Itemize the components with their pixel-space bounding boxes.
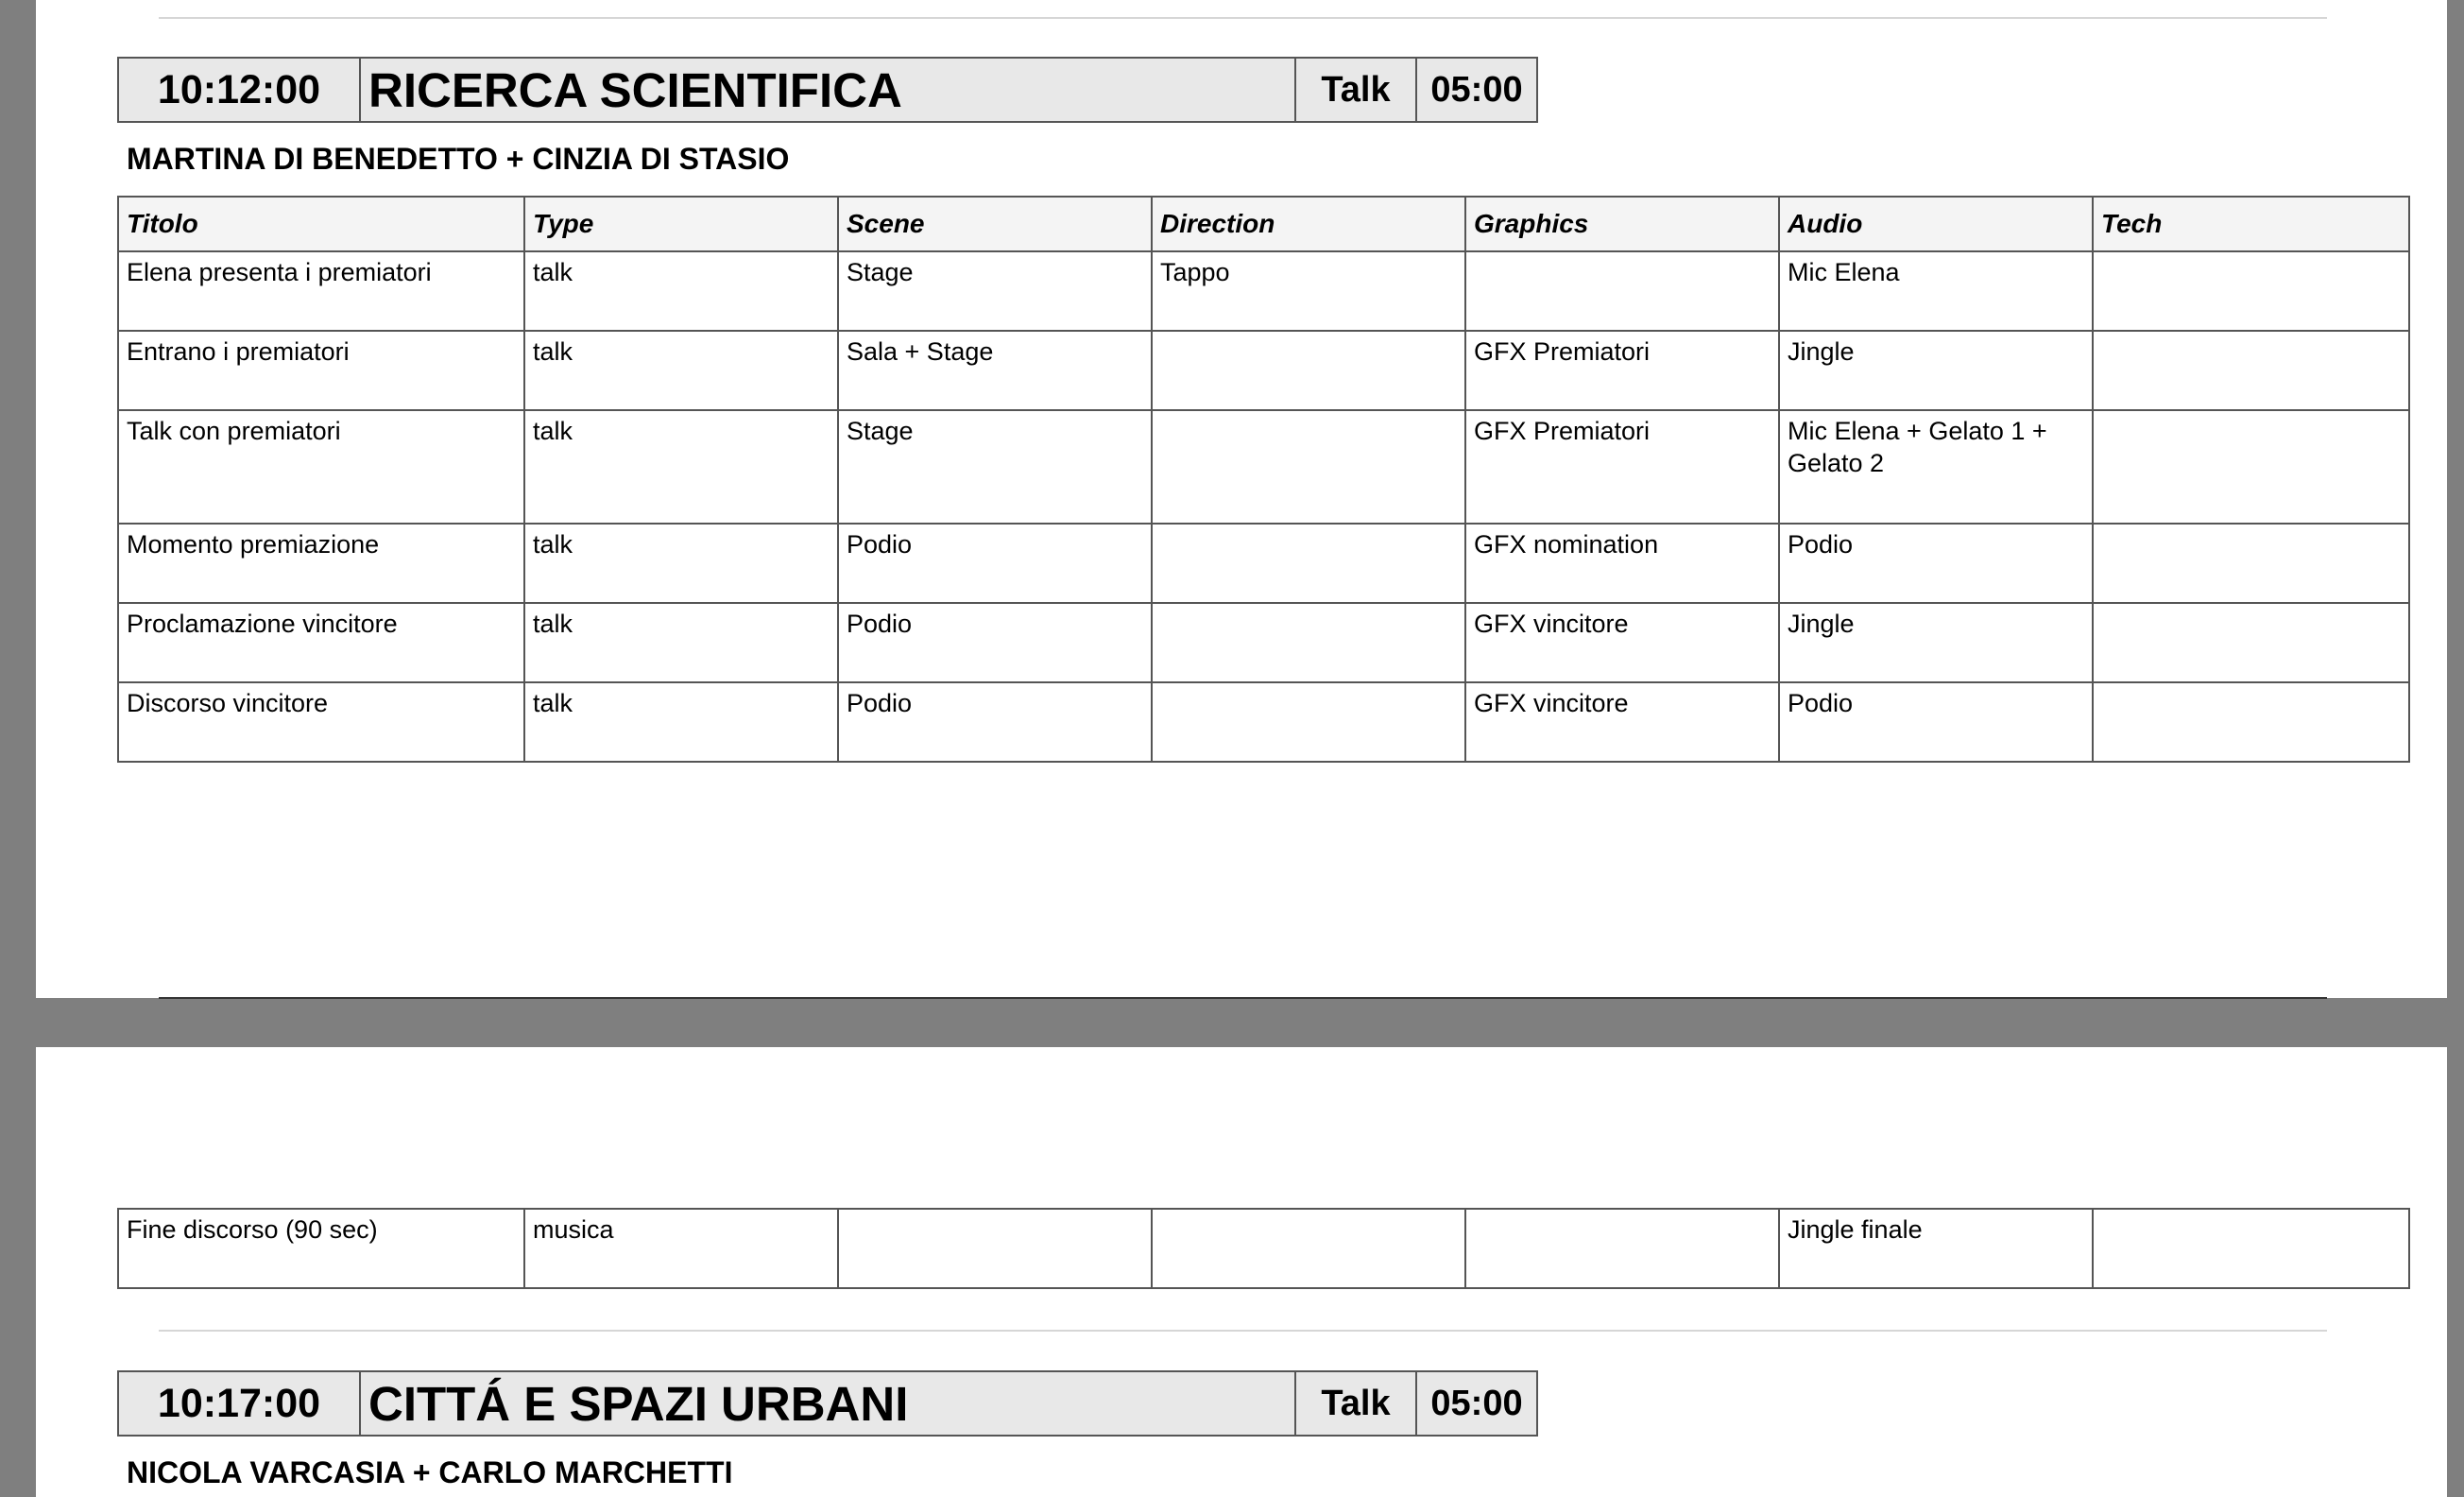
cell-audio[interactable]: Mic Elena + Gelato 1 + Gelato 2	[1779, 410, 2093, 524]
table-row[interactable]	[118, 410, 2409, 524]
cell-direction[interactable]	[1152, 524, 1465, 603]
rundown-table-continued	[117, 1208, 2410, 1289]
cell-tech[interactable]	[2093, 1209, 2409, 1288]
cell-titolo[interactable]: Fine discorso (90 sec)	[118, 1209, 524, 1288]
cell-tech[interactable]	[2093, 410, 2409, 524]
cell-graphics[interactable]: GFX nomination	[1465, 524, 1779, 603]
cell-tech[interactable]	[2093, 682, 2409, 762]
cell-tech[interactable]	[2093, 331, 2409, 410]
column-header-type[interactable]: Type	[524, 197, 838, 251]
table-row[interactable]	[118, 331, 2409, 410]
cell-direction[interactable]	[1152, 603, 1465, 682]
column-header-audio[interactable]: Audio	[1779, 197, 2093, 251]
table-row[interactable]	[118, 603, 2409, 682]
cell-tech[interactable]	[2093, 524, 2409, 603]
segment-guests: MARTINA DI BENEDETTO + CINZIA DI STASIO	[127, 142, 790, 176]
cell-audio[interactable]: Mic Elena	[1779, 251, 2093, 331]
cell-scene[interactable]: Sala + Stage	[838, 331, 1152, 410]
rundown-table	[117, 196, 2410, 763]
document-page-1	[36, 0, 2447, 998]
cell-type[interactable]: talk	[524, 603, 838, 682]
cell-graphics[interactable]: GFX Premiatori	[1465, 410, 1779, 524]
cell-type[interactable]: talk	[524, 524, 838, 603]
segment-guests: NICOLA VARCASIA + CARLO MARCHETTI	[127, 1455, 733, 1489]
cell-graphics[interactable]	[1465, 1209, 1779, 1288]
column-header-titolo[interactable]: Titolo	[118, 197, 524, 251]
cell-type[interactable]: talk	[524, 331, 838, 410]
cell-type[interactable]: musica	[524, 1209, 838, 1288]
cell-direction[interactable]	[1152, 331, 1465, 410]
cell-titolo[interactable]: Momento premiazione	[118, 524, 524, 603]
segment-title: RICERCA SCIENTIFICA	[361, 59, 1296, 121]
segment-header[interactable]	[117, 57, 1538, 123]
cell-graphics[interactable]: GFX vincitore	[1465, 682, 1779, 762]
cell-titolo[interactable]: Talk con premiatori	[118, 410, 524, 524]
cell-graphics[interactable]: GFX Premiatori	[1465, 331, 1779, 410]
cell-titolo[interactable]: Proclamazione vincitore	[118, 603, 524, 682]
cell-direction[interactable]	[1152, 1209, 1465, 1288]
cell-tech[interactable]	[2093, 603, 2409, 682]
table-row[interactable]	[118, 682, 2409, 762]
cell-direction[interactable]	[1152, 682, 1465, 762]
table-row[interactable]	[118, 1209, 2409, 1288]
page-bottom-rule	[159, 997, 2327, 999]
cell-scene[interactable]: Podio	[838, 524, 1152, 603]
cell-graphics[interactable]	[1465, 251, 1779, 331]
segment-duration: 05:00	[1430, 69, 1523, 110]
cell-direction[interactable]	[1152, 410, 1465, 524]
column-header-graphics[interactable]: Graphics	[1465, 197, 1779, 251]
cell-direction[interactable]: Tappo	[1152, 251, 1465, 331]
segment-type: Talk	[1296, 59, 1417, 121]
cell-scene[interactable]	[838, 1209, 1152, 1288]
segment-title: CITTÁ E SPAZI URBANI	[361, 1372, 1296, 1435]
cell-titolo[interactable]: Entrano i premiatori	[118, 331, 524, 410]
cell-type[interactable]: talk	[524, 251, 838, 331]
cell-scene[interactable]: Podio	[838, 603, 1152, 682]
segment-duration: 05:00	[1430, 1383, 1523, 1423]
cell-tech[interactable]	[2093, 251, 2409, 331]
cell-titolo[interactable]: Discorso vincitore	[118, 682, 524, 762]
column-header-direction[interactable]: Direction	[1152, 197, 1465, 251]
column-header-scene[interactable]: Scene	[838, 197, 1152, 251]
cell-scene[interactable]: Podio	[838, 682, 1152, 762]
cell-graphics[interactable]: GFX vincitore	[1465, 603, 1779, 682]
cell-type[interactable]: talk	[524, 682, 838, 762]
segment-header[interactable]	[117, 1370, 1538, 1437]
document-page-2	[36, 1047, 2447, 1497]
column-header-tech[interactable]: Tech	[2093, 197, 2409, 251]
cell-audio[interactable]: Jingle	[1779, 331, 2093, 410]
cell-audio[interactable]: Podio	[1779, 524, 2093, 603]
cell-scene[interactable]: Stage	[838, 251, 1152, 331]
segment-time: 10:12:00	[119, 59, 361, 121]
table-row[interactable]	[118, 524, 2409, 603]
cell-titolo[interactable]: Elena presenta i premiatori	[118, 251, 524, 331]
table-header-row	[118, 197, 2409, 251]
page-top-rule	[159, 17, 2327, 19]
cell-scene[interactable]: Stage	[838, 410, 1152, 524]
table-row[interactable]	[118, 251, 2409, 331]
segment-time: 10:17:00	[119, 1372, 361, 1435]
segment-separator-rule	[159, 1330, 2327, 1332]
cell-type[interactable]: talk	[524, 410, 838, 524]
segment-type: Talk	[1296, 1372, 1417, 1435]
cell-audio[interactable]: Jingle finale	[1779, 1209, 2093, 1288]
cell-audio[interactable]: Jingle	[1779, 603, 2093, 682]
cell-audio[interactable]: Podio	[1779, 682, 2093, 762]
